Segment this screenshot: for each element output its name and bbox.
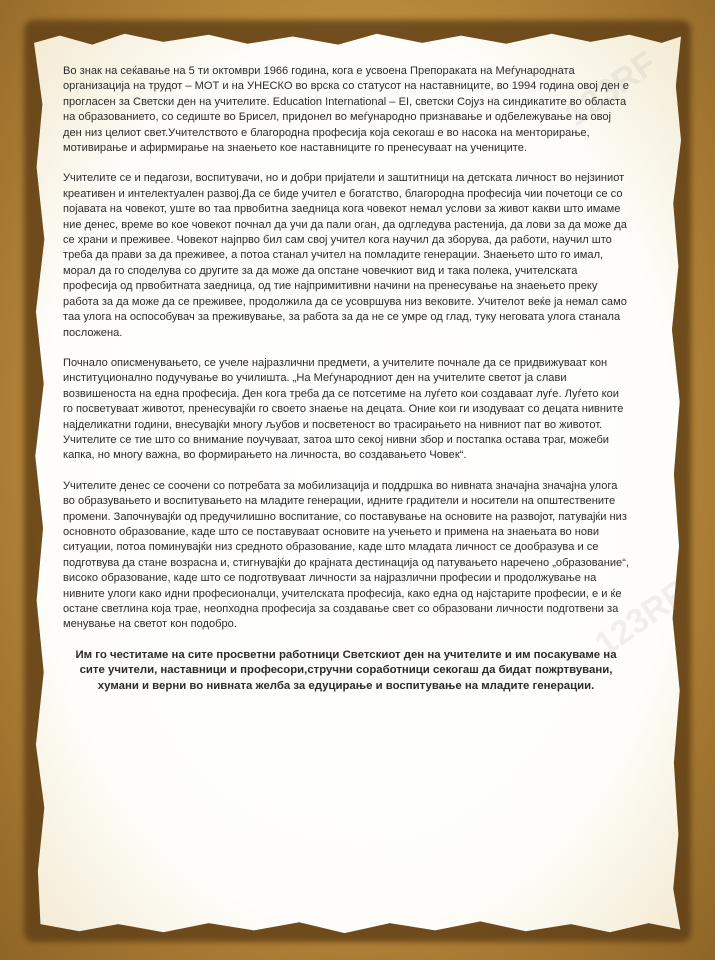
paragraph-teachers-role: Учителите се и педагози, воспитувачи, но и добри пријатели и заштитници на детската личност во нејзиниот креативен и интелектуален развој.Да се биде учител е богатство, благородна професија чии почетоци се со појавата на човекот, уште во таа првобитна заедница кога човекот немал услови за живот какви што имаме ние денес, време во кое човекот почнал да учи да пали оган, да одгледува растенија, да лови за да може да се храни и преживее. Човекот најпрво бил сам свој учител кога научил да зборува, да работи, научил што треба да прави за да преживее, а потоа станал учител на помладите генерации. Знаењето што го имал, морал да го споделува со другите за да може да опстане човечкиот вид и така полека, учителската професија од првобитната заедница, од тие најпримитивни начини на пренесување на знаењето преку работа за да може да се преживее, продолжила да се усовршува низ вековите. Учителот веќе ја немал само таа улога на оспособувач за преживување, за работа за да не се умре од глад, туку неговата улога станала посложена. [63,172,627,339]
paragraph-literacy: Почнало описменувањето, се учеле најразлични предмети, а учителите почнале да се придвижуваат кон институционално подучување во училишта. „На Меѓународниот ден на учителите светот ја слави возвишеноста на една професија. Ден кога треба да се потсетиме на луѓето кои создаваат луѓе. Луѓето кои го посветуваат животот, пренесувајќи го своето знаење на децата. Оние кои ги изодуваат со децата нивните најделикатни години, внесувајќи многу љубов и посветеност во трасирањето на нивниот пат во животот. Учителите се тие што со внимание поучуваат, затоа што секој нивни збор и постапка остава траг, можеби капка, но многу важна, во формирањето на личноста, во создавањето Човек“. [63,356,624,462]
paragraph-intro: Во знак на сеќавање на 5 ти октомври 1966 година, кога е усвоена Препораката на Меѓународната организација на трудот – МОТ и на УНЕСКО во врска со статусот на наставниците, во 1994 година овој ден е прогласен за Светски ден на учителите. Education International – EI, светски Сојуз на синдикатите во областа на образованието, со седиште во Брисел, придонел во меѓународно признавање и одбележување на овој ден низ целиот свет.Учителството е благородна професија која секогаш е во насока на менторирање, мотивирање и афирмирање на знаењето кое наставниците го пренесуваат на учениците. [63,65,629,155]
letter-body [63,64,629,709]
paragraph-today: Учителите денес се соочени со потребата за мобилизација и поддршка во нивната значајна значајна улога во образувањето и воспитувањето на младите генерации, идните градители и носители на општествените промени. Започнувајќи од предучилишно воспитание, со поставување на основите на развојот, патувајќи низ основното образование, каде што се поставуваат основите на учењето и примена на знаењата во нови ситуации, потоа поминувајќи низ средното образование, каде што младата личност се дообразува и се подготвува да стане возрасна и, стигнувајќи до крајната дестинација од патувањето наречено „образование“, високо образование, каде што се подготвуваат личности за најразлични професии и продолжување на нивните улоги како идни професионалци, учителската професија, како една од најстарите професии, е и ќе остане светлина која трае, неопходна професија за создавање свет со образовани личности подготвени за менување на светот кон подобро. [63,479,629,631]
closing-greeting: Им го честитаме на сите просветни работници Светскиот ден на учителите и им посакуваме на сите учители, наставници и професори,стручни соработници секогаш да бидат пожртвувани, хумани и верни во нивната желба за едуцирање и воспитување на младите генерации. [75,648,617,692]
